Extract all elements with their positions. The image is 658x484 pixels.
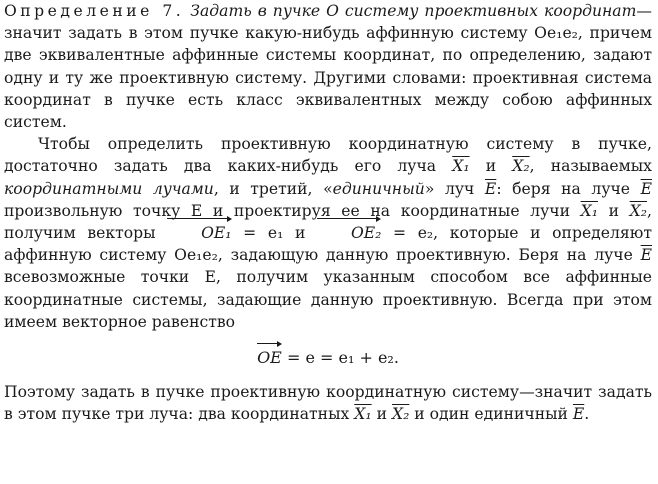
ray-x2: X₂ bbox=[512, 157, 530, 176]
vector-oe bbox=[257, 347, 282, 369]
vector-oe2 bbox=[317, 222, 381, 244]
conj-and-2: и bbox=[608, 201, 620, 220]
text-and-third: , и третий, « bbox=[213, 179, 333, 198]
vector-equation bbox=[4, 347, 652, 369]
vector-arrow-icon bbox=[257, 340, 282, 346]
ray-x2-c: X₂ bbox=[391, 405, 410, 424]
explanation-paragraph bbox=[4, 133, 652, 333]
vector-oe1-label: OE₁ bbox=[201, 224, 232, 243]
text-part4: , получим векторы bbox=[4, 201, 652, 243]
vector-oe2-label: OE₂ bbox=[350, 224, 382, 243]
ray-x1: X₁ bbox=[452, 157, 470, 176]
definition-paragraph bbox=[4, 0, 652, 133]
ray-x2-b: X₂ bbox=[629, 201, 648, 220]
conclusion-text2: и один единичный bbox=[414, 405, 568, 424]
text-part2: : беря на луче bbox=[496, 179, 631, 198]
definition-term: Задать в пучке O систему проективных координат bbox=[190, 2, 637, 20]
coordinate-rays-term: координатными лучами bbox=[4, 179, 214, 198]
vector-oe-label: OE bbox=[257, 348, 282, 368]
text-part5: всевозможные точки E, получим указанным способом все аффинные координатные системы, задающие данную проективную. Всегда при этом имеем векторное равенство bbox=[4, 268, 652, 331]
ray-x1-c: X₁ bbox=[354, 405, 372, 424]
vector-oe1 bbox=[167, 222, 231, 244]
vector-arrow-icon bbox=[317, 215, 381, 221]
equation-e2-text: = e₂, которые и определяют аффинную систему Oe₁e₂, задающую данную проективную. Беря на луче bbox=[4, 224, 652, 265]
ray-x1-b: X₁ bbox=[580, 201, 598, 220]
equation-e1: = e₁ и bbox=[243, 224, 306, 243]
conclusion-end: . bbox=[584, 405, 590, 424]
ray-e-c: $\overline{E}$ bbox=[572, 405, 585, 424]
conclusion-text1: Поэтому задать в пучке проективную координатную систему—значит задать в этом пучке три луча: два координатных bbox=[4, 383, 652, 424]
definition-text: —значит задать в этом пучке какую-нибудь аффинную систему Oe₁e₂, причем две эквивалентные аффинные системы координат, по определению, задают одну и ту же проективную систему. Другими словами: проективная система координат в пучке есть класс эквивалентных между собою аффинных систем. bbox=[4, 2, 652, 132]
text-ray-word: » луч bbox=[424, 179, 475, 198]
ray-e-3: $\overline{E}$ bbox=[640, 246, 652, 265]
ray-e: $\overline{E}$ bbox=[484, 179, 497, 198]
conj-and-3: и bbox=[376, 405, 387, 424]
text-part3: произвольную точку E и проектируя ее на координатные лучи bbox=[4, 201, 570, 220]
unit-term: единичный bbox=[332, 179, 425, 198]
conclusion-paragraph bbox=[4, 381, 652, 425]
text-intro: Чтобы определить проективную координатную систему в пучке, достаточно задать два каких-нибудь его луча bbox=[4, 135, 652, 176]
equation-rest: = e = e₁ + e₂. bbox=[286, 348, 399, 368]
text-called: , называемых bbox=[529, 157, 652, 176]
ray-e-2: $\overline{E}$ bbox=[640, 179, 652, 198]
definition-label: Определение 7. bbox=[4, 2, 185, 20]
conj-and: и bbox=[485, 157, 497, 176]
vector-arrow-icon bbox=[167, 215, 231, 221]
